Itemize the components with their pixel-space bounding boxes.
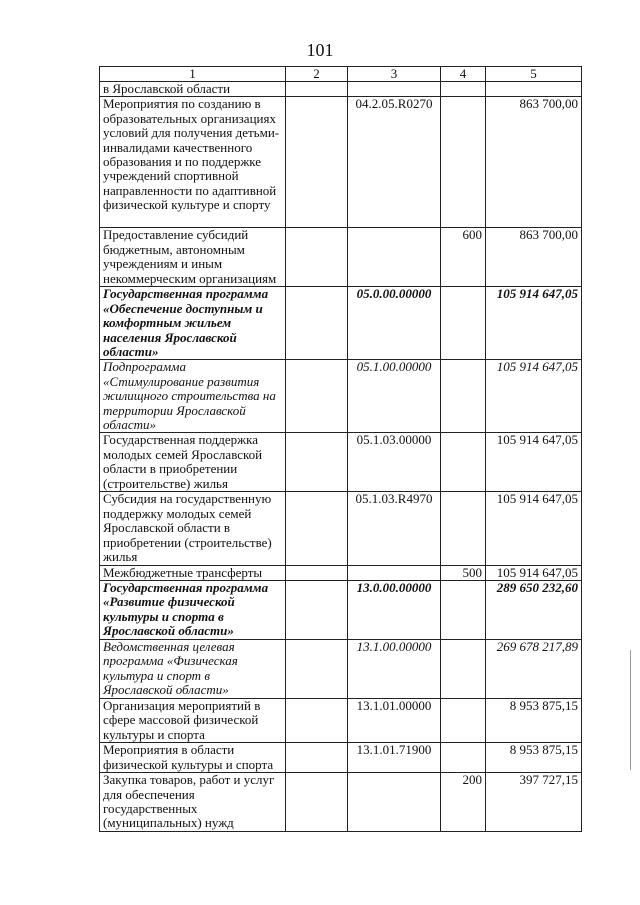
row-name: Мероприятия в области физической культуры и спорта <box>100 743 286 773</box>
row-code: 13.0.00.00000 <box>348 580 441 639</box>
column-header-5: 5 <box>486 67 582 82</box>
column-header-2: 2 <box>286 67 348 82</box>
row-amount: 8 953 875,15 <box>486 743 582 773</box>
table-row <box>100 743 582 773</box>
table-row <box>100 82 582 97</box>
row-kvr <box>441 82 486 97</box>
row-code <box>348 773 441 832</box>
row-name: Мероприятия по созданию в образовательных организациях условий для получения детьми-инвалидами качественного образования и по поддержке учреждений спортивной направленности по адаптивной физической культуре и спорту <box>100 97 286 228</box>
row-name: в Ярославской области <box>100 82 286 97</box>
row-section <box>286 492 348 565</box>
row-amount: 105 914 647,05 <box>486 360 582 433</box>
table-row <box>100 228 582 287</box>
row-code: 04.2.05.R0270 <box>348 97 441 228</box>
column-header-1: 1 <box>100 67 286 82</box>
row-name: Государственная поддержка молодых семей Ярославской области в приобретении (строительстве) жилья <box>100 433 286 492</box>
row-kvr <box>441 433 486 492</box>
row-name: Предоставление субсидий бюджетным, автономным учреждениям и иным некоммерческим организациям <box>100 228 286 287</box>
row-section <box>286 82 348 97</box>
row-kvr <box>441 580 486 639</box>
row-kvr <box>441 743 486 773</box>
budget-table <box>99 66 582 832</box>
row-code: 13.1.01.00000 <box>348 698 441 742</box>
row-section <box>286 698 348 742</box>
header-row <box>100 67 582 82</box>
row-amount: 289 650 232,60 <box>486 580 582 639</box>
row-section <box>286 97 348 228</box>
table-row <box>100 360 582 433</box>
row-code <box>348 82 441 97</box>
column-header-4: 4 <box>441 67 486 82</box>
row-amount: 269 678 217,89 <box>486 639 582 698</box>
row-kvr <box>441 360 486 433</box>
row-name: Организация мероприятий в сфере массовой физической культуры и спорта <box>100 698 286 742</box>
row-section <box>286 773 348 832</box>
row-code: 05.1.03.R4970 <box>348 492 441 565</box>
row-code: 05.0.00.00000 <box>348 287 441 360</box>
row-amount: 863 700,00 <box>486 97 582 228</box>
table-row <box>100 698 582 742</box>
row-section <box>286 743 348 773</box>
row-name: Ведомственная целевая программа «Физическая культура и спорт в Ярославской области» <box>100 639 286 698</box>
row-kvr <box>441 492 486 565</box>
row-name: Государственная программа «Обеспечение доступным и комфортным жильем населения Ярославской области» <box>100 287 286 360</box>
row-kvr <box>441 698 486 742</box>
row-name: Закупка товаров, работ и услуг для обеспечения государственных (муниципальных) нужд <box>100 773 286 832</box>
row-kvr <box>441 97 486 228</box>
row-section <box>286 565 348 580</box>
row-code <box>348 565 441 580</box>
row-kvr: 200 <box>441 773 486 832</box>
row-amount: 105 914 647,05 <box>486 492 582 565</box>
row-section <box>286 433 348 492</box>
row-amount: 8 953 875,15 <box>486 698 582 742</box>
row-amount: 105 914 647,05 <box>486 565 582 580</box>
row-name: Государственная программа «Развитие физической культуры и спорта в Ярославской области» <box>100 580 286 639</box>
table-row <box>100 287 582 360</box>
row-section <box>286 580 348 639</box>
row-amount: 863 700,00 <box>486 228 582 287</box>
table-row <box>100 97 582 228</box>
row-amount <box>486 82 582 97</box>
row-amount: 105 914 647,05 <box>486 433 582 492</box>
row-kvr: 500 <box>441 565 486 580</box>
row-kvr <box>441 287 486 360</box>
table-row <box>100 492 582 565</box>
row-code: 05.1.00.00000 <box>348 360 441 433</box>
row-section <box>286 639 348 698</box>
row-name: Субсидия на государственную поддержку молодых семей Ярославской области в приобретении (строительстве) жилья <box>100 492 286 565</box>
column-header-3: 3 <box>348 67 441 82</box>
page-number: 101 <box>306 40 334 60</box>
table-row <box>100 433 582 492</box>
row-kvr: 600 <box>441 228 486 287</box>
row-code: 05.1.03.00000 <box>348 433 441 492</box>
row-amount: 397 727,15 <box>486 773 582 832</box>
row-amount: 105 914 647,05 <box>486 287 582 360</box>
table-row <box>100 773 582 832</box>
row-code: 13.1.01.71900 <box>348 743 441 773</box>
table-row <box>100 580 582 639</box>
row-kvr <box>441 639 486 698</box>
row-section <box>286 360 348 433</box>
row-name: Межбюджетные трансферты <box>100 565 286 580</box>
row-name: Подпрограмма «Стимулирование развития жилищного строительства на территории Ярославской области» <box>100 360 286 433</box>
row-code <box>348 228 441 287</box>
scan-edge-mark <box>630 650 631 770</box>
row-code: 13.1.00.00000 <box>348 639 441 698</box>
row-section <box>286 287 348 360</box>
table-row <box>100 639 582 698</box>
table-row <box>100 565 582 580</box>
row-section <box>286 228 348 287</box>
